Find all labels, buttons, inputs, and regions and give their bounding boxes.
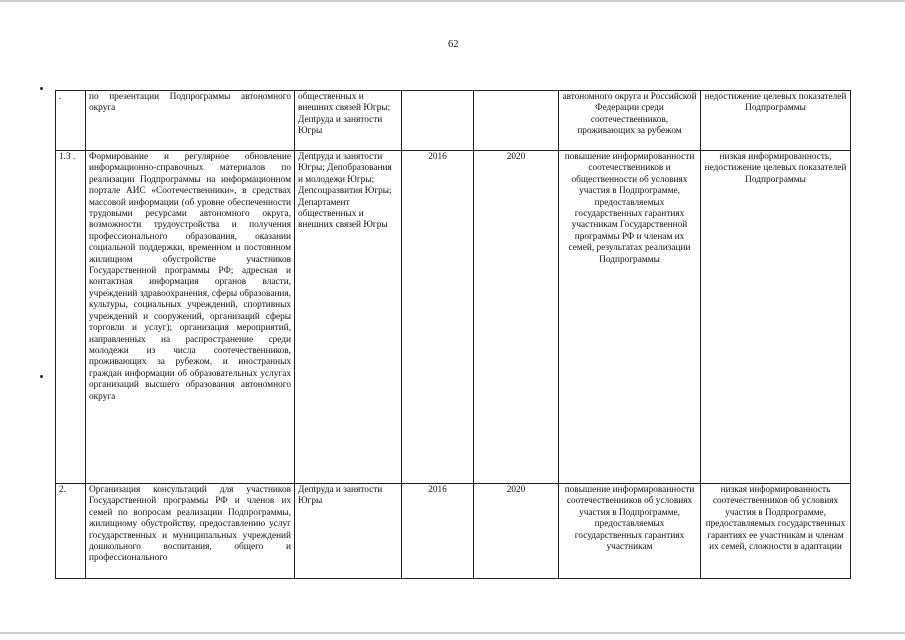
table-row <box>56 151 851 484</box>
margin-dot <box>40 375 43 378</box>
expected-result: повышение информированности соотечественников и общественности об условиях участия в Подпрограмме, предоставляемых государственных гарантиях участникам Государственной программы РФ и членам их семей, результатах реализации Подпрограммы <box>559 151 701 484</box>
start-year: 2016 <box>402 151 474 484</box>
start-year: 2016 <box>402 484 474 579</box>
expected-result: автономного округа и Российской Федерации среди соотечественников, проживающих за рубежом <box>559 91 701 151</box>
page-bottom-edge <box>0 632 905 634</box>
risks: недостижение целевых показателей Подпрограммы <box>701 91 851 151</box>
activity-description: по презентации Подпрограммы автономного округа <box>86 91 295 151</box>
risks: низкая информированность соотечественников об условиях участия в Подпрограмме, предоставляемых государственных гарантиях ее участникам и членам их семей, сложности в адаптации <box>701 484 851 579</box>
responsible-executors: Депtруда и занятости Югры <box>295 484 402 579</box>
margin-dot <box>40 87 43 90</box>
end-year: 2020 <box>474 484 559 579</box>
row-number: 2. <box>56 484 86 579</box>
start-year <box>402 91 474 151</box>
row-number: 1.3 . <box>56 151 86 484</box>
responsible-executors: общественных и внешних связей Югры; Депtруда и занятости Югры <box>295 91 402 151</box>
page-top-edge <box>0 0 905 2</box>
risks: низкая информированность, недостижение целевых показателей Подпрограммы <box>701 151 851 484</box>
table-row <box>56 91 851 151</box>
responsible-executors: Депtруда и занятости Югры; Депобразования и молодежи Югры; Депсоцразвития Югры; Департамент общественных и внешних связей Югры <box>295 151 402 484</box>
end-year <box>474 91 559 151</box>
activity-description: Организация консультаций для участников Государственной программы РФ и членов их семей по вопросам реализации Подпрограммы, жилищному обустройству, предоставлению услуг государственных и муниципальных учреждений дошкольного воспитания, общего и профессионального <box>86 484 295 579</box>
program-activities-table <box>55 90 851 579</box>
end-year: 2020 <box>474 151 559 484</box>
expected-result: повышение информированности соотечественников об условиях участия в Подпрограмме, предоставляемых государственных гарантиях участникам <box>559 484 701 579</box>
table-row <box>56 484 851 579</box>
activity-description: Формирование и регулярное обновление информационно-справочных материалов по реализации Подпрограммы на информационном портале АИС «Соотечественники», в средствах массовой информации (об уровне обеспеченности трудовыми ресурсами автономного округа, возможности трудоустройства и получения профессионального образования, оказании социальной поддержки, временном и постоянном жилищном обустройстве участников Государственной программы РФ; адресная и контактная информация органов власти, учреждений здравоохранения, сферы образования, культуры, социальных учреждений, спортивных учреждений и сооружений, организаций сферы торговли и услуг); организация мероприятий, направленных на распространение среди молодежи из числа соотечественников, проживающих за рубежом, и иностранных граждан информации об образовательных услугах организаций высшего образования автономного округа <box>86 151 295 484</box>
row-number: . <box>56 91 86 151</box>
page-number: 62 <box>448 39 459 50</box>
